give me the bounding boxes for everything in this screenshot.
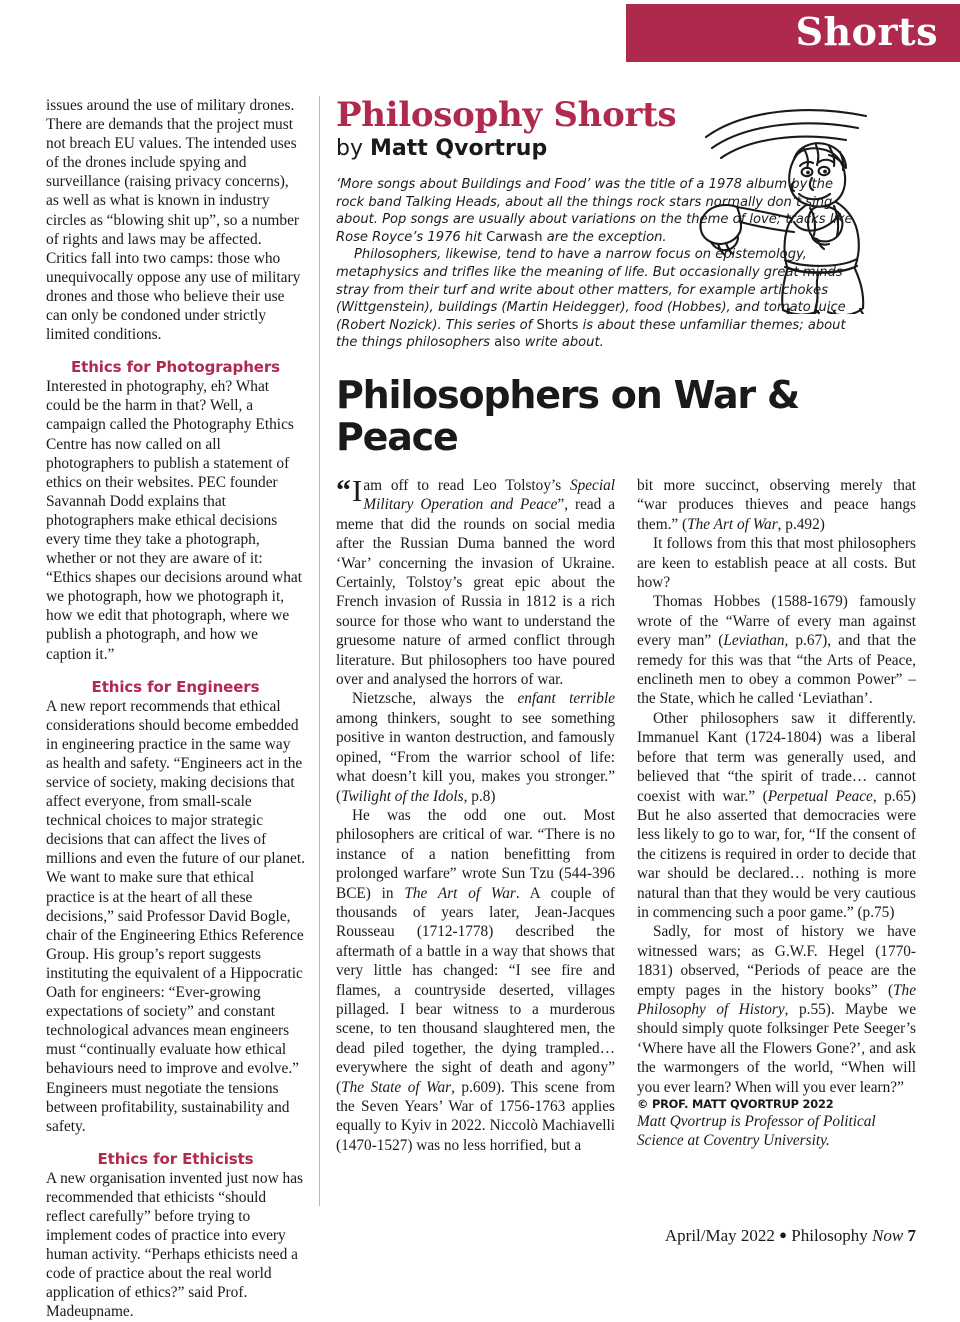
feature-headline: Philosophers on War & Peace [336, 372, 799, 459]
standfirst-p2-c: write about. [520, 335, 604, 351]
article-paragraph-suntzu [336, 806, 615, 1155]
standfirst-p2-roman-1: Shorts [536, 317, 579, 333]
footer-magazine-name-italic: Now [872, 1226, 904, 1245]
standfirst-p2-roman-2: also [494, 335, 521, 351]
c1-p1-b: ”, read a meme that did the rounds on social media after the Russian Duma banned the word ‘War’ concerning the invasion of Ukraine. Certainly, Tolstoy’s great epic about the French invasion of Russia in 1812 is a rich source for those who want to understand the gruesome nature of armed conflict through literature. But philosophers too have poured over and analysed the horrors of war. [336, 496, 616, 689]
article-column-1 [336, 473, 616, 1221]
page-footer [0, 1226, 916, 1246]
news-heading-engineers: Ethics for Engineers [91, 677, 260, 696]
c2-p3-a: Thomas Hobbes (1588-1679) famously wrote of the “Warre of every man against every man” ( [637, 593, 916, 650]
c1-p3-title-1: The Art of War [404, 884, 516, 902]
c2-p3-title: Leviathan [723, 632, 785, 650]
c2-p1-title: The Art of War [687, 515, 778, 533]
article-paragraph-hegel [637, 922, 916, 1097]
standfirst-paragraph-2 [336, 246, 856, 352]
opening-quote-mark: “ [336, 474, 351, 507]
article-paragraph-kant [637, 709, 916, 922]
news-body-engineers: A new report recommends that ethical considerations should become embedded in engineering practice in the same way as health and safety. “Engineers act in the service of society, making decisions that affect everyone, from small-scale technical choices to major strategic decisions that can affect the lives of millions and even the future of our planet. We want to make sure that ethical practice is at the heart of all these decisions,” said Professor David Bogle, chair of the Engineering Ethics Reference Group. His group’s report suggests instituting the equivalent of a Hippocratic Oath for engineers: “Ever-growing expectations of society” and constant technological advances mean engineers must “continually evaluate how ethical behaviours need to improve and evolve.” Engineers must negotiate the tensions between profitability, sustainability and safety. [46, 697, 306, 1135]
c2-p4-title: Perpetual Peace [767, 787, 873, 805]
article-column-2 [637, 476, 916, 1221]
news-body-ethicists: A new organisation invented just now has recommended that ethicists “should reflect carefully” before trying to implement codes of practice into every human activity. “Perhaps ethicists need a code of practice about the real world application of ethics?” said Prof. Madeupname. [46, 1169, 304, 1321]
article-body [336, 473, 916, 1221]
article-opening-paragraph [336, 473, 616, 689]
c1-p2-c: , p.8) [463, 787, 496, 805]
footer-magazine-name: Philosophy [791, 1226, 873, 1245]
footer-issue-date: April/May 2022 [664, 1226, 775, 1245]
section-title: Shorts [795, 9, 938, 55]
c2-p4-a: Other philosophers saw it differently. Immanuel Kant (1724-1804) was a liberal before that term was generally used, and believed that “the spirit of trade… cannot coexist with war.” ( [637, 709, 916, 805]
footer-page-number: 7 [907, 1226, 916, 1245]
c1-p3-title-2: The State of War [341, 1078, 452, 1096]
standfirst-intro [336, 176, 856, 352]
standfirst-paragraph-1 [336, 176, 856, 246]
section-masthead-bar [626, 4, 960, 62]
c1-p2-title: Twilight of the Idols [341, 787, 464, 805]
standfirst-p1-roman: Carwash [486, 229, 543, 245]
byline-prefix: by [336, 136, 370, 161]
c1-p3-b: . A couple of thousands of years later, Jean-Jacques Rousseau (1712-1778) described the aftermath of a battle in a way that shows that very little has changed: “I see fire and flames, a countryside deserted, villages pillaged. I bear witness to a murderous scene, to ten thousand slaughtered men, the dead piled together, the dying trampled… everywhere the sight of death and agony” ( [336, 884, 616, 1096]
c2-p1-b: , p.492) [777, 515, 825, 533]
news-heading-ethicists: Ethics for Ethicists [97, 1149, 254, 1168]
c2-p5-title: The Philosophy of History [637, 981, 916, 1018]
column-title: Philosophy Shorts [336, 95, 677, 135]
article-paragraph-hobbes [637, 592, 916, 708]
column-byline [336, 136, 916, 162]
standfirst-p2-a: Philosophers, likewise, tend to have a narrow focus on epistemology, metaphysics and trifles like the meaning of life. But occasionally great minds stray from their turf and write about other matters, for example artichokes (Wittgenstein), buildings (Martin Heidegger), food (Hobbes), and tomato juice (Robert Nozick). This series of [336, 247, 846, 333]
feature-header-zone [336, 96, 916, 458]
standfirst-p1-b: are the exception. [542, 229, 667, 245]
c1-p3-c: , p.609). This scene from the Seven Years’ War of 1756-1763 applies equally to Kyiv in 2022. Niccolò Machiavelli (1470-1527) was no less horrified, but a [336, 1078, 615, 1154]
standfirst-p1-a: ‘More songs about Buildings and Food’ was the title of a 1978 album by the rock band Talking Heads, about all the things rock stars normally don’t sing about. Pop songs are usually about variations on the theme of love; tracks like Rose Royce’s 1976 hit [336, 177, 853, 245]
author-bio: Matt Qvortrup is Professor of Political Science at Coventry University. [637, 1113, 876, 1149]
c2-p3-b: , p.67), and that the remedy for this was that “the Arts of Peace, enclineth men to obey a common Power” – the State, which he called ‘Leviathan’. [637, 632, 916, 708]
left-news-column [46, 96, 320, 1321]
article-paragraph-peace-costs: It follows from this that most philosophers are keen to establish peace at all costs. But how? [637, 535, 916, 592]
article-paragraph-machiavelli-cont [637, 476, 916, 534]
c1-p2-b: among thinkers, sought to see something positive in wanton destruction, and famously opined, “From the warrior school of life: what doesn’t kill you, makes you stronger.” ( [336, 709, 615, 805]
news-heading-photographers: Ethics for Photographers [71, 358, 280, 377]
c2-p5-b: , p.55). Maybe we should simply quote folksinger Pete Seeger’s ‘Where have all the Flowers Gone?’, and ask the warmongers of the world, “When will you ever learn? When will you ever learn?” [637, 1000, 916, 1096]
c2-p1-a: bit more succinct, observing merely that “war produces thieves and peace hangs them.” ( [637, 477, 916, 533]
copyright-credit: © PROF. MATT QVORTRUP 2022 [637, 1097, 834, 1111]
continued-news-paragraph: issues around the use of military drones. There are demands that the project must not breach EU values. The intended uses of the drones include spying and surveillance (raising privacy concerns), as well as what is known in industry circles as “blowing shit up”, so a number of rights and laws may be affected. Critics fall into two camps: those who unequivocally oppose any use of military drones and those who believe their use can only be condoned under strictly limited conditions. [46, 97, 301, 344]
c1-p1-title: Special Military Operation and Peace [363, 477, 615, 514]
footer-separator-dot: ● [779, 1227, 788, 1242]
c1-p3-a: He was the odd one out. Most philosophers are critical of war. “There is no instance of a nation benefitting from prolonged warfare” wrote Sun Tzu (544-396 BCE) in [336, 806, 615, 902]
drop-cap: I [352, 473, 363, 508]
news-body-photographers: Interested in photography, eh? What could be the harm in that? Well, a campaign called the Photography Ethics Centre has now called on all photographers to publish a statement of ethics on their websites. PEC founder Savannah Dodd explains that photographers make ethical decisions every time they take a photograph, whether or not they are aware of it: “Ethics shapes our decisions around what we photograph, how we photograph it, how we edit that photograph, where we publish a photograph, and how we caption it.” [46, 378, 303, 663]
standfirst-p2-b: is about these unfamiliar themes; about the things philosophers [336, 317, 846, 351]
c2-p4-b: , p.65) But he also asserted that democracies were less likely to go to war, for, “If the consent of the citizens is required in order to decide that war should be declared… nothing is more natural than that they would be very cautious in commencing such a poor game.” (p.75) [637, 787, 916, 921]
c1-p2-italic-1: enfant terrible [517, 690, 615, 708]
c1-p2-a: Nietzsche, always the [352, 690, 518, 708]
c1-p1-a: am off to read Leo Tolstoy’s [363, 477, 570, 494]
article-paragraph-nietzsche [336, 689, 615, 805]
c2-p5-a: Sadly, for most of history we have witnessed wars; as G.W.F. Hegel (1770-1831) observed, “Periods of peace are the empty pages in the history books” ( [637, 923, 916, 999]
byline-author: Matt Qvortrup [369, 136, 548, 161]
